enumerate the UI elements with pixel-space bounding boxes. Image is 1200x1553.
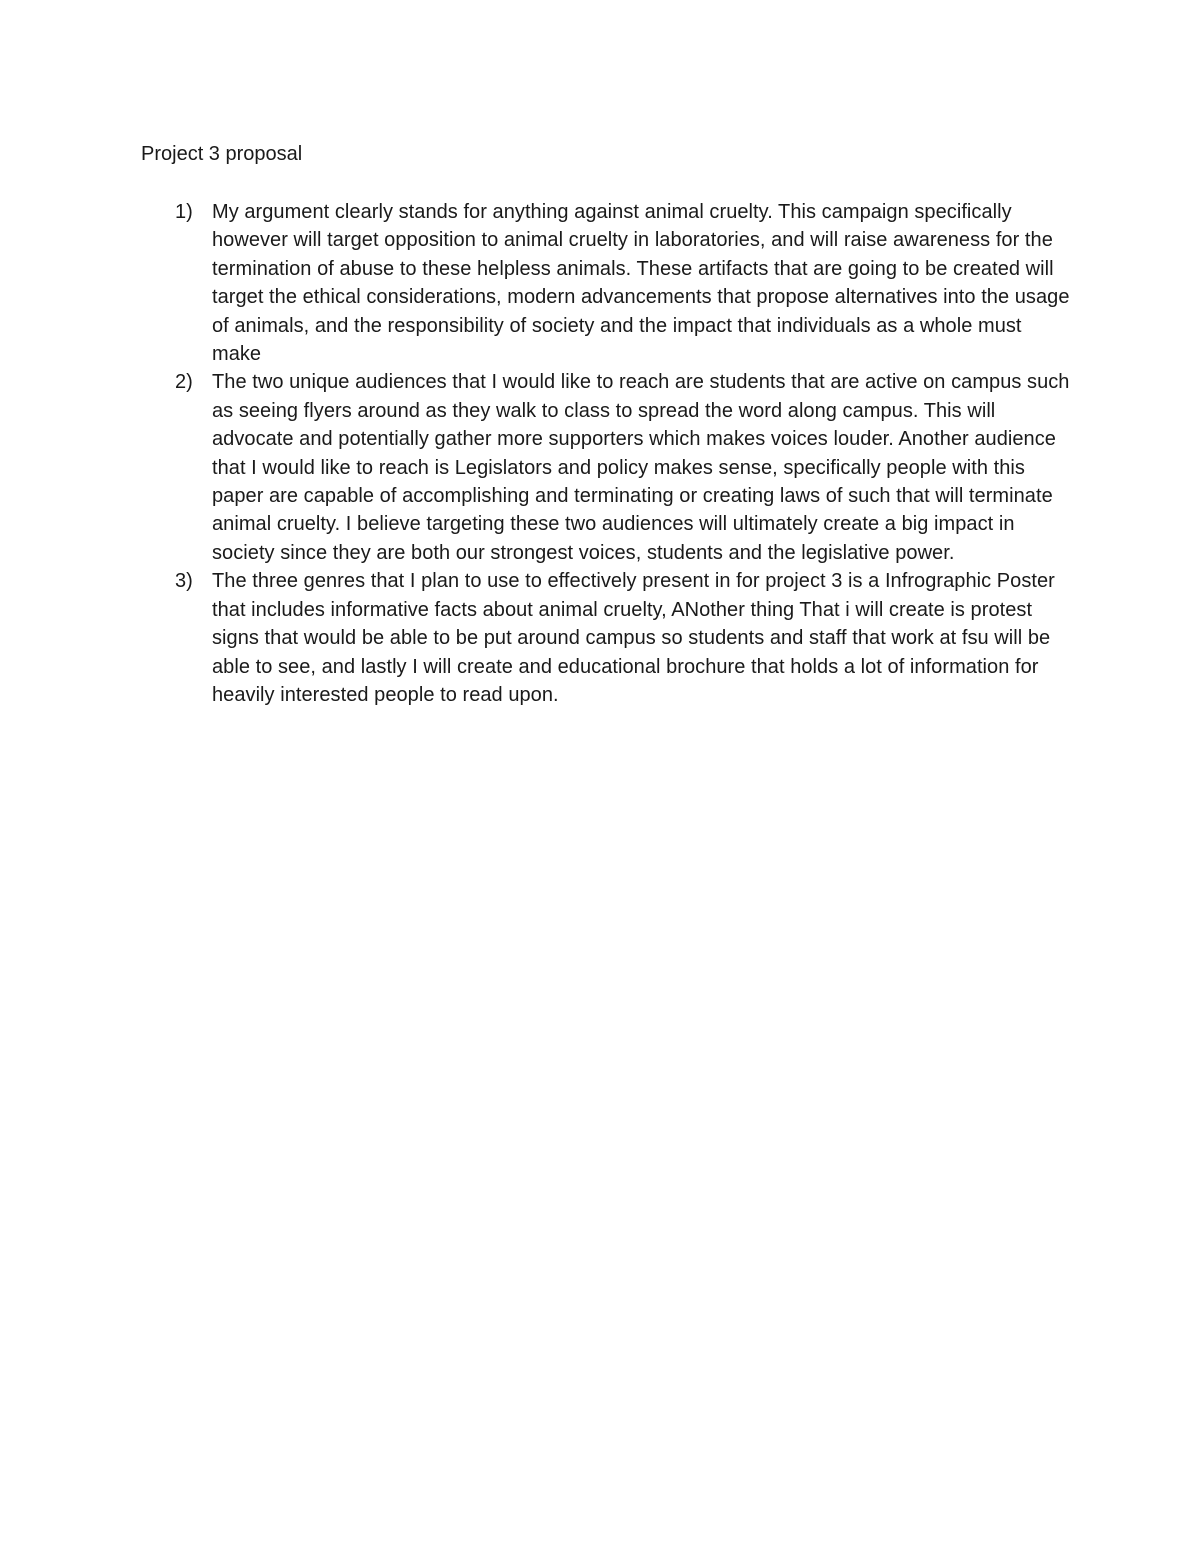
list-item-text: The three genres that I plan to use to effectively present in for project 3 is a Infrographic Poster that includes informative facts about animal cruelty, ANother thing That i will create is protest signs that would be able to be put around campus so students and staff that work at fsu will be able to see, and lastly I will create and educational brochure that holds a lot of information for heavily interested people to read upon. bbox=[212, 570, 1055, 706]
list-item-number: 2) bbox=[175, 371, 193, 394]
list-item-number: 3) bbox=[175, 570, 193, 593]
list-item bbox=[141, 567, 1076, 709]
numbered-list bbox=[141, 198, 1076, 709]
list-item-text: My argument clearly stands for anything against animal cruelty. This campaign specifically however will target opposition to animal cruelty in laboratories, and will raise awareness for the termination of abuse to these helpless animals. These artifacts that are going to be created will target the ethical considerations, modern advancements that propose alternatives into the usage of animals, and the responsibility of society and the impact that individuals as a whole must make bbox=[212, 201, 1070, 366]
list-item bbox=[141, 368, 1076, 567]
list-item-number: 1) bbox=[175, 201, 193, 223]
list-item-text: The two unique audiences that I would like to reach are students that are active on campus such as seeing flyers around as they walk to class to spread the word along campus. This will advocate and potentially gather more supporters which makes voices louder. Another audience that I would like to reach is Legislators and policy makes sense, specifically people with this paper are capable of accomplishing and terminating or creating laws of such that will terminate animal cruelty. I believe targeting these two audiences will ultimately create a big impact in society since they are both our strongest voices, students and the legislative power. bbox=[212, 371, 1070, 564]
page-title: Project 3 proposal bbox=[141, 143, 303, 165]
list-item bbox=[141, 198, 1076, 368]
